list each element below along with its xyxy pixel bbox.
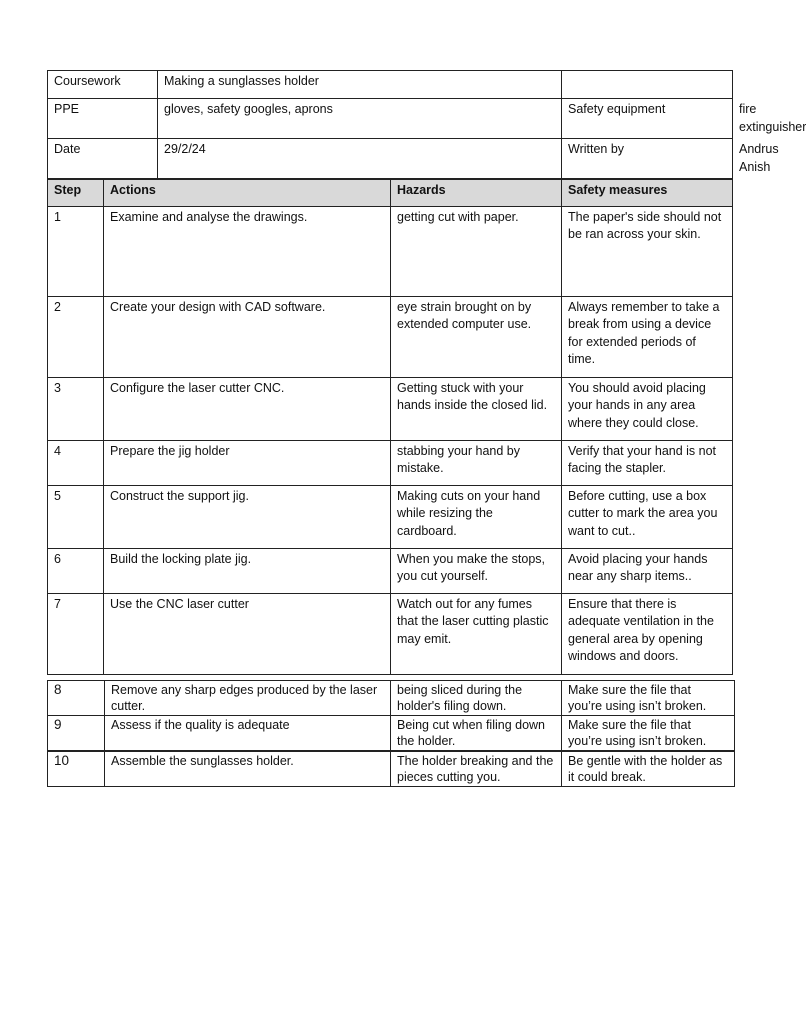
safety-cell: Make sure the file that you’re using isn’t broken. bbox=[562, 716, 735, 752]
risk-assessment-table bbox=[47, 70, 806, 675]
table-row bbox=[48, 485, 733, 548]
action-cell: Construct the support jig. bbox=[104, 485, 391, 548]
hazard-cell: Making cuts on your hand while resizing the cardboard. bbox=[391, 485, 562, 548]
written-by-label: Written by bbox=[562, 139, 733, 179]
safety-cell: Ensure that there is adequate ventilation in the general area by opening windows and doors. bbox=[562, 593, 733, 674]
safety-measures-header: Safety measures bbox=[562, 179, 733, 207]
hazard-cell: When you make the stops, you cut yourself. bbox=[391, 548, 562, 593]
step-cell: 4 bbox=[48, 440, 104, 485]
action-cell: Prepare the jig holder bbox=[104, 440, 391, 485]
hazard-cell: being sliced during the holder's filing down. bbox=[391, 681, 562, 716]
step-cell: 8 bbox=[48, 681, 105, 716]
hazard-cell: getting cut with paper. bbox=[391, 206, 562, 296]
step-cell: 2 bbox=[48, 296, 104, 377]
date-row: Date 29/2/24 Written by Andrus Anish bbox=[48, 139, 733, 179]
table-row bbox=[48, 593, 733, 674]
column-header-row bbox=[48, 179, 733, 207]
safety-equipment-label: Safety equipment bbox=[562, 99, 733, 139]
ppe-label: PPE bbox=[48, 99, 158, 139]
action-cell: Examine and analyse the drawings. bbox=[104, 206, 391, 296]
hazard-cell: Watch out for any fumes that the laser cutting plastic may emit. bbox=[391, 593, 562, 674]
action-cell: Build the locking plate jig. bbox=[104, 548, 391, 593]
coursework-blank-cell bbox=[562, 71, 733, 99]
step-cell: 6 bbox=[48, 548, 104, 593]
safety-cell: The paper's side should not be ran across your skin. bbox=[562, 206, 733, 296]
table-row bbox=[48, 377, 733, 440]
actions-header: Actions bbox=[104, 179, 391, 207]
date-value: 29/2/24 bbox=[158, 139, 562, 179]
coursework-row bbox=[48, 71, 733, 99]
hazard-cell: eye strain brought on by extended computer use. bbox=[391, 296, 562, 377]
hazard-cell: Getting stuck with your hands inside the closed lid. bbox=[391, 377, 562, 440]
step-cell: 3 bbox=[48, 377, 104, 440]
ppe-row: PPE gloves, safety googles, aprons Safety equipment fire extinguisher bbox=[48, 99, 733, 139]
table-row bbox=[48, 206, 733, 296]
action-cell: Use the CNC laser cutter bbox=[104, 593, 391, 674]
action-cell: Assemble the sunglasses holder. bbox=[105, 751, 391, 787]
action-cell: Remove any sharp edges produced by the laser cutter. bbox=[105, 681, 391, 716]
continuation-table bbox=[47, 680, 735, 787]
action-cell: Configure the laser cutter CNC. bbox=[104, 377, 391, 440]
table-row bbox=[48, 548, 733, 593]
date-label: Date bbox=[48, 139, 158, 179]
step-cell: 9 bbox=[48, 716, 105, 752]
safety-cell: Verify that your hand is not facing the stapler. bbox=[562, 440, 733, 485]
step-cell: 1 bbox=[48, 206, 104, 296]
step-cell: 5 bbox=[48, 485, 104, 548]
action-cell: Assess if the quality is adequate bbox=[105, 716, 391, 752]
hazard-cell: stabbing your hand by mistake. bbox=[391, 440, 562, 485]
table-row bbox=[48, 716, 735, 752]
step-cell: 10 bbox=[48, 751, 105, 787]
ppe-value: gloves, safety googles, aprons bbox=[158, 99, 562, 139]
coursework-value: Making a sunglasses holder bbox=[158, 71, 562, 99]
table-row bbox=[48, 296, 733, 377]
safety-cell: Be gentle with the holder as it could break. bbox=[562, 751, 735, 787]
table-row bbox=[48, 751, 735, 787]
hazard-cell: Being cut when filing down the holder. bbox=[391, 716, 562, 752]
safety-cell: Avoid placing your hands near any sharp items.. bbox=[562, 548, 733, 593]
step-header: Step bbox=[48, 179, 104, 207]
hazard-cell: The holder breaking and the pieces cutting you. bbox=[391, 751, 562, 787]
safety-cell: Always remember to take a break from using a device for extended periods of time. bbox=[562, 296, 733, 377]
safety-cell: You should avoid placing your hands in any area where they could close. bbox=[562, 377, 733, 440]
step-cell: 7 bbox=[48, 593, 104, 674]
hazards-header: Hazards bbox=[391, 179, 562, 207]
safety-cell: Before cutting, use a box cutter to mark the area you want to cut.. bbox=[562, 485, 733, 548]
table-row bbox=[48, 440, 733, 485]
coursework-label: Coursework bbox=[48, 71, 158, 99]
table-row bbox=[48, 681, 735, 716]
action-cell: Create your design with CAD software. bbox=[104, 296, 391, 377]
safety-cell: Make sure the file that you’re using isn’t broken. bbox=[562, 681, 735, 716]
